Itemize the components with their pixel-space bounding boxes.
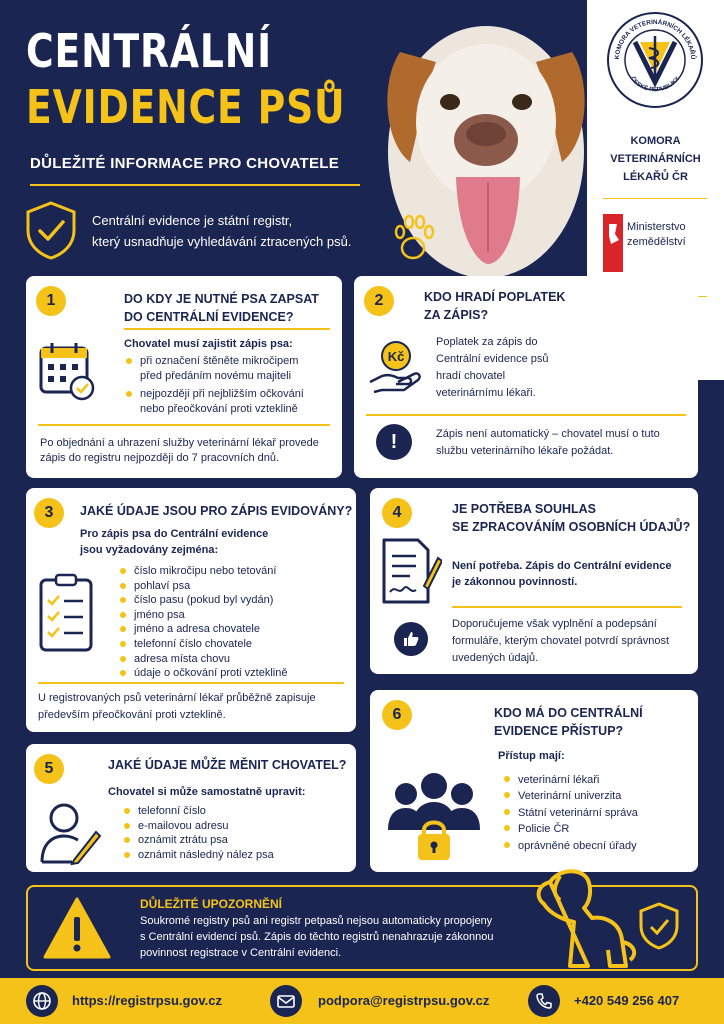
list-item: adresa místa chovu [118, 652, 287, 667]
coin-hand-icon [368, 338, 422, 394]
card-number: 6 [382, 700, 412, 730]
mze-name: Ministerstvo zemědělství [627, 221, 686, 248]
list-item: oprávněné obecní úřady [502, 838, 638, 854]
website-link[interactable]: https://registrpsu.gov.cz [72, 993, 222, 1008]
checklist-icon [38, 572, 96, 654]
card-when-register [26, 276, 342, 478]
card6-bullets [502, 772, 638, 854]
list-item: Policie ČR [502, 821, 638, 837]
person-edit-icon [38, 800, 102, 866]
document-sign-icon [380, 536, 442, 606]
list-item: jméno psa [118, 608, 287, 623]
card-number: 5 [34, 754, 64, 784]
card-title: KDO MÁ DO CENTRÁLNÍ EVIDENCE PŘÍSTUP? [494, 706, 643, 738]
card-who-pays [354, 276, 698, 478]
card-number: 1 [36, 286, 66, 316]
list-item: číslo pasu (pokud byl vydán) [118, 593, 287, 608]
card4-answer: Není potřeba. Zápis do Centrální evidence je zákonnou povinností. [452, 560, 672, 588]
card-number: 3 [34, 498, 64, 528]
card-consent [370, 488, 698, 674]
card2-note: Zápis není automatický – chovatel musí o tuto službu veterinárního lékaře požádat. [436, 428, 660, 457]
shield-check-icon [24, 200, 78, 260]
card4-recommendation: Doporučujeme však vyplnění a podepsání formuláře, kterým chovatel potvrdí správnost uvedených údajů. [452, 618, 670, 664]
svg-text:KOMORA VETERINÁRNÍCH LÉKAŘŮ: KOMORA VETERINÁRNÍCH LÉKAŘŮ [613, 18, 697, 60]
card1-footer: Po objednání a uhrazení služby veterinární lékař provede zápis do registru nejpozději do 7 pracovních dnů. [40, 437, 319, 464]
globe-icon [26, 985, 58, 1017]
list-item: Veterinární univerzita [502, 788, 638, 804]
list-item: telefonní číslo [122, 804, 274, 819]
card-number: 4 [382, 498, 412, 528]
card1-lead: Chovatel musí zajistit zápis psa: [124, 338, 293, 350]
list-item: nejpozději při nejbližším očkování nebo přeočkování proti vzteklině [124, 387, 304, 416]
kvl-seal-logo [605, 10, 705, 110]
thumbs-up-icon [394, 622, 428, 656]
mze-logo [603, 214, 623, 272]
svg-text:Kč: Kč [387, 349, 405, 364]
card6-lead: Přístup mají: [498, 750, 565, 762]
card2-text: Poplatek za zápis do Centrální evidence psů hradí chovatel veterinárnímu lékaři. [436, 336, 549, 399]
card-owner-editable [26, 744, 356, 872]
card-title: KDO HRADÍ POPLATEK ZA ZÁPIS? [424, 290, 566, 322]
contact-footer [0, 978, 724, 1024]
list-item: Státní veterinární správa [502, 805, 638, 821]
list-item: pohlaví psa [118, 579, 287, 594]
title-line2: EVIDENCE PSŮ [26, 80, 346, 134]
card-number: 2 [364, 286, 394, 316]
warning-triangle-icon [42, 895, 112, 961]
list-item: údaje o očkování proti vzteklině [118, 666, 287, 681]
warning-title: DŮLEŽITÉ UPOZORNĚNÍ [140, 897, 283, 911]
card3-lead: Pro zápis psa do Centrální evidence jsou vyžadovány zejména: [80, 528, 269, 556]
list-item: oznámit ztrátu psa [122, 833, 274, 848]
list-item: jméno a adresa chovatele [118, 622, 287, 637]
envelope-icon [270, 985, 302, 1017]
phone-icon [528, 985, 560, 1017]
card1-bullets [124, 354, 304, 416]
card-recorded-data [26, 488, 356, 732]
list-item: číslo mikročipu nebo tetování [118, 564, 287, 579]
list-item: e-mailovou adresu [122, 819, 274, 834]
card-access [370, 690, 698, 872]
list-item: veterinární lékaři [502, 772, 638, 788]
card5-bullets [122, 804, 274, 862]
dog-outline-icon [530, 862, 640, 970]
subtitle: DŮLEŽITÉ INFORMACE PRO CHOVATELE [30, 155, 340, 172]
card-title: DO KDY JE NUTNÉ PSA ZAPSAT DO CENTRÁLNÍ EVIDENCE? [124, 292, 319, 324]
card-title: JAKÉ ÚDAJE MŮŽE MĚNIT CHOVATEL? [108, 758, 347, 772]
subtitle-underline [30, 184, 360, 186]
card3-bullets [118, 564, 287, 681]
list-item: při označení štěněte mikročipem před předáním novému majiteli [124, 354, 304, 383]
calendar-check-icon [38, 340, 96, 402]
email-link[interactable]: podpora@registrpsu.gov.cz [318, 993, 490, 1008]
title-line1: CENTRÁLNÍ [26, 24, 273, 78]
list-item: oznámit následný nález psa [122, 848, 274, 863]
paw-icon [390, 212, 436, 264]
exclamation-icon: ! [376, 424, 412, 460]
people-lock-icon [386, 772, 482, 862]
card5-lead: Chovatel si může samostatně upravit: [108, 786, 306, 798]
kvl-name: KOMORA VETERINÁRNÍCH LÉKAŘŮ ČR [610, 135, 701, 183]
card-title: JE POTŘEBA SOUHLAS SE ZPRACOVÁNÍM OSOBNÍCH ÚDAJŮ? [452, 502, 691, 534]
card-title: JAKÉ ÚDAJE JSOU PRO ZÁPIS EVIDOVÁNY? [80, 504, 353, 518]
card3-footer: U registrovaných psů veterinární lékař průběžně zapisuje především přeočkování proti vzteklině. [38, 692, 316, 721]
warning-text: Soukromé registry psů ani registr petpasů nejsou automaticky propojeny s Centrální evidencí psů. Zápis do těchto registrů nenahrazuje zákonnou povinnost registrace v Centrální evidenci. [140, 915, 494, 959]
intro-text: Centrální evidence je státní registr, který usnadňuje vyhledávání ztracených psů. [92, 213, 352, 249]
shield-icon [638, 902, 680, 950]
list-item: telefonní číslo chovatele [118, 637, 287, 652]
phone-number[interactable]: +420 549 256 407 [574, 993, 680, 1008]
svg-text:ČESKÉ REPUBLIKY: ČESKÉ REPUBLIKY [628, 76, 682, 94]
